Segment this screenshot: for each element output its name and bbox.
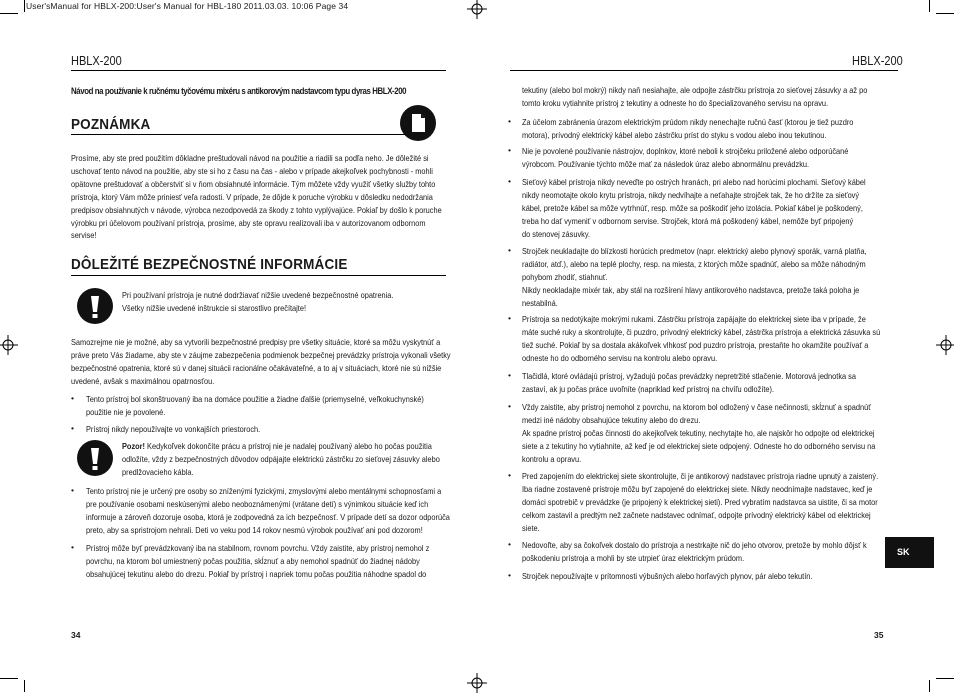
list-line: Prístroj môže byť prevádzkovaný iba na stabilnom, rovnom povrchu. Vždy zaistite, aby prístroj nemohol z: [86, 543, 430, 553]
list-line: Strojček nepoužívajte v prítomnosti výbušných alebo horľavých plynov, pár alebo tekutín.: [522, 571, 813, 581]
list-line: pohybom zhodiť, stiahnuť.: [522, 271, 608, 282]
list-line: máte suché ruky a skontrolujte, či puzdro, prívodný elektrický kábel, zástrčka prístroja a elektrická zásuvka sú: [522, 326, 881, 337]
intro-line: bezpečnostné opatrenia, ktoré sú v danej situácii racionálne očakávateľné, a to aj v situáciach, ktoré nie sú nižšie: [71, 362, 442, 373]
list-line: nestabilná.: [522, 297, 558, 308]
bullet-dot: •: [508, 539, 512, 549]
exclamation-icon: [77, 288, 113, 324]
list-line: Iba riadne zostavené prístroje môžu byť zapojené do elektrickej siete. Nikdy neodnímajte nadstavec, keď je: [522, 483, 873, 494]
bullet-dot: •: [508, 116, 512, 126]
list-line: tiež suché. Pokiaľ by sa dostala akákoľvek vlhkosť pod puzdro prístroja, prestaňte ho okamžite používať a: [522, 339, 869, 350]
list-line: Strojček neukladajte do blízkosti horúcich predmetov (napr. elektrický alebo plynový sporák, varná platňa,: [522, 246, 867, 256]
note-line: Prosíme, aby ste pred použitím dôkladne preštudovali návod na použitie a riadili sa podľa neho. Je dôležité si: [71, 153, 429, 163]
list-item: Prístroj nikdy nepoužívajte vo vonkajších priestoroch.: [86, 424, 261, 434]
heading-rule: [71, 275, 446, 276]
intro-line: Samozrejme nie je možné, aby sa vytvorili bezpečnostné predpisy pre všetky situácie, ktoré sa môžu vyskytnúť a: [71, 337, 441, 347]
document-title: Návod na používanie k ručnému tyčovému mixéru s antikorovým nadstavcom typu dyras HBLX-200: [71, 86, 407, 97]
list-item: [86, 485, 450, 537]
crop-line: [24, 0, 25, 12]
list-line: Nedovoľte, aby sa čokoľvek dostalo do prístroja a nestrkajte nič do jeho otvorov, pretože by mohlo dôjsť k: [522, 540, 867, 550]
safety-warning: [122, 289, 393, 315]
list-item: [522, 176, 866, 241]
list-line: použitie nie je povolené.: [86, 406, 166, 417]
crop-line: [936, 13, 954, 14]
list-line: motora), prívodný elektrický kábel alebo zástrčku príst do styku s vodou alebo inou tekutinou.: [522, 129, 827, 140]
header-rule: [510, 70, 898, 71]
warning-line: Všetky nižšie uvedené inštrukcie si starostlivo prečítajte!: [122, 302, 307, 313]
left-model-header: HBLX-200: [71, 54, 122, 68]
registration-mark-icon: [936, 335, 954, 355]
list-line: odneste ho do odborného servisu na kontrolu alebo opravu.: [522, 352, 718, 363]
bullet-dot: •: [71, 393, 75, 403]
note-text: [71, 152, 441, 242]
cont-line: tekutiny (alebo bol mokrý) nikdy naň nesiahajte, ale odpojte zástrčku prístroja zo sieťovej zásuvky a až po: [522, 85, 868, 95]
caution-line: predlžovacieho kábla.: [122, 466, 194, 477]
list-item: [86, 542, 429, 581]
warning-line: Pri používaní prístroja je nutné dodržiavať nižšie uvedené bezpečnostné opatrenia.: [122, 290, 394, 300]
intro-line: uvedené, avšak s maximálnou opatrnosťou.: [71, 375, 215, 386]
list-item: [522, 539, 867, 565]
note-line: prístroja, ktorý Vám môže priniesť veľa radosti. V prípade, že dôjde k poruche výrobku v dôsledku nedodržania: [71, 191, 433, 202]
crop-line: [0, 678, 18, 679]
list-item: [522, 313, 880, 365]
list-line: celkom zastavil a predtým než začnete nadstavec odnímať, odpojte prívodný elektrický kábel od elektrickej: [522, 509, 871, 520]
list-item: [522, 245, 867, 310]
list-line: kábel, pretože kábel sa môže vytrhnúť, resp. môže sa poškodiť jeho izolácia. Pokiaľ kábel je poškodený,: [522, 202, 863, 213]
crop-line: [929, 0, 930, 12]
registration-mark-icon: [467, 0, 487, 19]
list-line: poškodeniu prístroja a mohli by ste utrpieť úraz elektrickým prúdom.: [522, 552, 745, 563]
bullet-dot: •: [508, 470, 512, 480]
note-line: uschovať tento návod na použitie, aby ste si ho z času na čas - alebo v prípade akejkoľvek pochybnosti - mohli: [71, 165, 433, 176]
list-line: kontrolu a opravu.: [522, 453, 582, 464]
list-line: informuje a zároveň dozoruje osoba, ktorá je zodpovedná za ich bezpečnosť. V prípade detí sa dozor odporúča: [86, 511, 450, 522]
caution-text: [122, 440, 440, 479]
list-line: Ak spadne prístroj počas činnosti do akejkoľvek tekutiny, nechytajte ho, ale najskôr ho odpojte od elektrickej: [522, 427, 875, 438]
note-line: opätovne preštudovať a občerstviť si v ňom obsiahnuté informácie. Tým môžete vždy využiť všetky služby tohto: [71, 178, 436, 189]
list-line: Nie je povolené používanie nástrojov, doplnkov, ktoré neboli k strojčeku priložené alebo odporúčané: [522, 146, 849, 156]
caution-line: Kedykoľvek dokončíte prácu a prístroj nie je nadalej používaný alebo ho počas použitia: [144, 441, 432, 451]
header-rule: [71, 70, 446, 71]
list-line: pre používanie osobami neskúsenými alebo neoboznámenými (vrátane detí) s výnimkou situácie keď ich: [86, 498, 429, 509]
list-line: Pred zapojením do elektrickej siete skontrolujte, či je antikorový nadstavec prístroja riadne upnutý a zaistený.: [522, 471, 879, 481]
list-line: Sieťový kábel prístroja nikdy neveďte po ostrých hranách, pri alebo nad horúcimi plochami. Sieťový kábel: [522, 177, 866, 187]
list-item: [522, 570, 812, 583]
list-item: [522, 370, 856, 396]
list-line: Za účelom zabránenia úrazom elektrickým prúdom nikdy nenechajte ručnú časť (ktorou je tiež puzdro: [522, 117, 854, 127]
list-line: Nikdy neokladajte mixér tak, aby stál na rozšírení hlavy antikorového nadstavca, pretože taká poloha je: [522, 284, 860, 295]
safety-heading: DÔLEŽITÉ BEZPEČNOSTNÉ INFORMÁCIE: [71, 256, 348, 273]
right-model-header: HBLX-200: [852, 54, 903, 68]
heading-rule: [71, 134, 407, 135]
note-line: predpisov obsiahnutých v návode, výrobca nezodpovedá za škody z tohto vyplývajúce. Pokiaľ by došlo k poruche: [71, 204, 442, 215]
language-tab: SK: [885, 537, 934, 568]
crop-line: [24, 680, 25, 692]
list-item: [522, 145, 848, 171]
list-item: [522, 470, 878, 535]
intro-line: práve preto Vás žiadame, aby ste v záujme zabezpečenia podmienok bezpečnej prevádzky prístroja vykonali všetky: [71, 349, 451, 360]
list-line: do stenovej zásuvky.: [522, 228, 591, 239]
bullet-dot: •: [71, 485, 75, 495]
intro-text: [71, 336, 451, 388]
list-line: Tlačidlá, ktoré ovládajú prístroj, vyžadujú počas prevádzky nepretržité stlačenie. Motorová jednotka sa: [522, 371, 856, 381]
registration-mark-icon: [0, 335, 18, 355]
bullet-dot: •: [508, 370, 512, 380]
bullet-dot: •: [508, 145, 512, 155]
bullet-dot: •: [71, 542, 75, 552]
list-line: povrchu, na ktorom bol umiestnený počas použitia, skĺznuť a aby nemohol spadnúť do žiadnej nádoby: [86, 555, 420, 566]
page-number: 35: [874, 630, 884, 640]
exclamation-icon: [77, 440, 113, 476]
crop-line: [936, 678, 954, 679]
note-line: servise!: [71, 230, 97, 241]
list-item: [522, 116, 853, 142]
list-line: Tento prístroj nie je určený pre osoby so zníženými fyzickými, zmyslovými alebo mentálnymi schopnosťami a: [86, 486, 442, 496]
list-line: výrobcom. Používanie týchto môže mať za následok úraz alebo abnormálnu prevádzku.: [522, 158, 810, 169]
list-item: [86, 393, 424, 419]
bullet-dot: •: [508, 245, 512, 255]
caution-line: odložíte, vždy z bezpečnostných dôvodov odpájajte elektrickú zástrčku zo sieťovej zásuvky alebo: [122, 453, 440, 464]
list-line: zastaví, ak ju počas práce uvoľníte (napriklad keď prístroj na chvíľu odložíte).: [522, 383, 775, 394]
caution-label: Pozor!: [122, 441, 145, 451]
list-line: domáci spotrebič v prevádzke (je pripojený k elektrickej sieti). Pred vybratím nadstavca sa uistite, či sa motor: [522, 496, 878, 507]
crop-line: [929, 680, 930, 692]
note-page-icon: [400, 105, 436, 141]
list-line: Prístroja sa nedotýkajte mokrými rukami. Zástrčku prístroja zapájajte do elektrickej siete iba v prípade, že: [522, 314, 866, 324]
list-line: Tento prístroj bol skonštruovaný iba na domáce použitie a žiadne ďalšie (priemyselné, veľkokuchynské): [86, 394, 424, 404]
list-line: Vždy zaistite, aby prístroj nemohol z povrchu, na ktorom bol odložený v čase nečinnosti, skĺznuť a spadnúť: [522, 402, 871, 412]
note-line: výrobku pri účelovom používaní prístroja, prosíme, aby ste opravu realizovali iba v autorizovanom odbornom: [71, 217, 426, 228]
list-line: obsahujúcej tekutinu alebo do drezu. Pokiaľ by prístroj i napriek tomu počas použitia náhodne spadol do: [86, 568, 427, 579]
bullet-dot: •: [508, 176, 512, 186]
list-line: preto, aby sa spristrojom nehrali. Deti vo veku pod 14 rokov nesmú výrobok používať ani pod dozorom!: [86, 524, 423, 535]
list-line: radiátor, atď.), alebo na teplé plochy, resp. na miesta, z ktorých môže spadnúť, alebo sa môže náhodným: [522, 258, 866, 269]
page-number: 34: [71, 630, 81, 640]
cont-line: tomto kroku vytiahnite prístroj z tekutiny a odneste ho do špecializovaného servisu na opravu.: [522, 97, 829, 108]
list-line: siete.: [522, 522, 540, 533]
list-line: treba ho dať vymeniť v odbornom servise. Strojček, ktorá má poškodený kábel, nemôže byť pripojený: [522, 215, 854, 226]
note-heading: POZNÁMKA: [71, 116, 151, 133]
registration-mark-icon: [467, 673, 487, 693]
bullet-dot: •: [508, 401, 512, 411]
list-item: [522, 401, 875, 466]
bullet-dot: •: [508, 313, 512, 323]
bullet-dot: •: [71, 423, 75, 433]
crop-line: [0, 13, 18, 14]
file-header: User'sManual for HBLX-200:User's Manual for HBL-180 2011.03.03. 10:06 Page 34: [26, 1, 349, 11]
list-line: medzi iné nádoby obsahujúce tekutiny alebo do drezu.: [522, 414, 701, 425]
continued-text: [522, 84, 867, 110]
list-line: nikdy neomotajte okolo krytu prístroja, nikdy nedvíhajte a neťahajte strojček tak, že ho držíte za sieťový: [522, 189, 860, 200]
list-line: siete a z tekutiny ho vytiahnite, až keď je od elektrickej siete odpojený. Odneste ho do odborného servisu na: [522, 440, 876, 451]
bullet-dot: •: [508, 570, 512, 580]
